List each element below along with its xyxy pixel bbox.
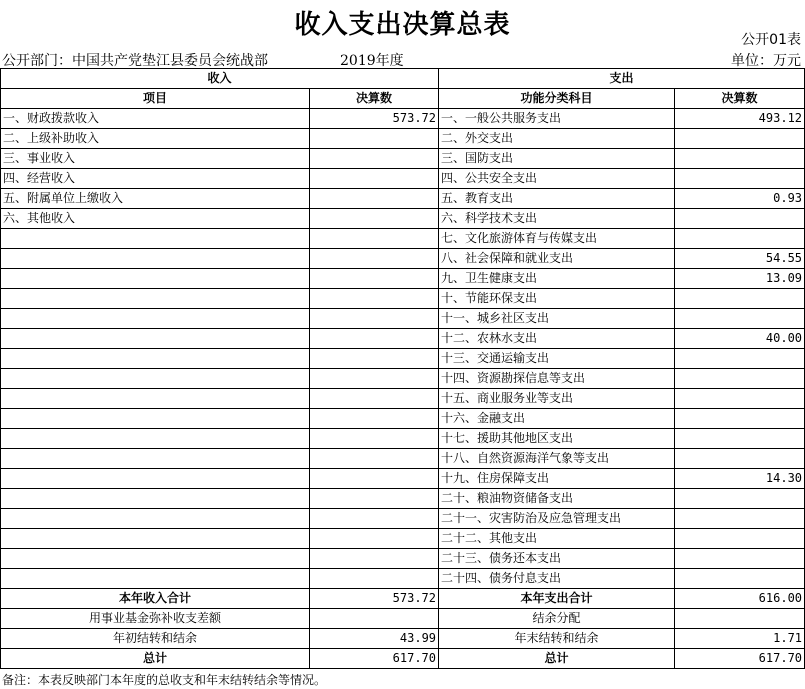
expense-amount [675,149,805,169]
income-item-label [1,429,310,449]
department-label: 公开部门：中国共产党垫江县委员会统战部 [2,53,268,69]
income-amount [310,329,439,349]
income-item-label [1,529,310,549]
expense-amount-column-header: 决算数 [675,89,805,109]
income-item-label [1,289,310,309]
income-item-label: 五、附属单位上缴收入 [1,189,310,209]
income-item-label [1,309,310,329]
table-row [1,249,805,269]
expense-item-label: 一、一般公共服务支出 [439,109,675,129]
expense-item-label: 九、卫生健康支出 [439,269,675,289]
income-item-label [1,569,310,589]
income-item-label: 二、上级补助收入 [1,129,310,149]
expense-amount [675,369,805,389]
expense-total-label: 本年支出合计 [439,589,675,609]
income-item-label [1,449,310,469]
table-row [1,169,805,189]
income-amount [310,529,439,549]
income-item-label [1,269,310,289]
expense-item-label: 二十三、债务还本支出 [439,549,675,569]
income-item-label [1,469,310,489]
table-row [1,329,805,349]
total-row [1,629,805,649]
table-row [1,129,805,149]
expense-amount: 13.09 [675,269,805,289]
income-amount [310,429,439,449]
expense-item-label: 十四、资源勘探信息等支出 [439,369,675,389]
expense-item-label: 二十一、灾害防治及应急管理支出 [439,509,675,529]
expense-total-amount: 617.70 [675,649,805,669]
section-header-row [1,69,805,89]
table-row [1,569,805,589]
expense-amount [675,409,805,429]
income-item-label [1,409,310,429]
expense-section-header: 支出 [439,69,805,89]
table-row [1,469,805,489]
income-amount [310,369,439,389]
income-amount [310,149,439,169]
expense-amount [675,309,805,329]
table-row [1,409,805,429]
expense-total-amount: 616.00 [675,589,805,609]
table-row [1,269,805,289]
income-amount [310,289,439,309]
expense-item-label: 十五、商业服务业等支出 [439,389,675,409]
budget-table [0,68,805,669]
expense-amount [675,549,805,569]
total-row [1,609,805,629]
income-item-label: 六、其他收入 [1,209,310,229]
income-amount [310,489,439,509]
expense-total-label: 年末结转和结余 [439,629,675,649]
expense-amount [675,529,805,549]
expense-item-label: 二十四、债务付息支出 [439,569,675,589]
expense-item-label: 十六、金融支出 [439,409,675,429]
footnote: 备注：本表反映部门本年度的总收支和年末结转结余等情况。 [2,673,327,687]
income-amount [310,309,439,329]
income-total-label: 总计 [1,649,310,669]
income-amount-column-header: 决算数 [310,89,439,109]
income-total-amount: 573.72 [310,589,439,609]
table-row [1,529,805,549]
expense-total-label: 结余分配 [439,609,675,629]
income-amount [310,229,439,249]
table-row [1,349,805,369]
income-amount [310,169,439,189]
table-row [1,429,805,449]
table-row [1,489,805,509]
income-item-label [1,229,310,249]
expense-item-label: 八、社会保障和就业支出 [439,249,675,269]
income-amount [310,549,439,569]
expense-amount [675,429,805,449]
item-column-header: 项目 [1,89,310,109]
income-amount [310,469,439,489]
income-item-label [1,489,310,509]
income-item-label: 三、事业收入 [1,149,310,169]
expense-item-label: 六、科学技术支出 [439,209,675,229]
expense-amount [675,389,805,409]
expense-amount [675,129,805,149]
income-amount [310,269,439,289]
income-amount [310,249,439,269]
income-item-label [1,389,310,409]
table-row [1,389,805,409]
expense-amount: 0.93 [675,189,805,209]
expense-total-amount [675,609,805,629]
income-total-label: 本年收入合计 [1,589,310,609]
unit-label: 单位：万元 [731,53,801,69]
expense-item-label: 十二、农林水支出 [439,329,675,349]
expense-item-label: 五、教育支出 [439,189,675,209]
expense-amount [675,509,805,529]
expense-total-label: 总计 [439,649,675,669]
expense-amount [675,569,805,589]
income-amount [310,509,439,529]
income-item-label [1,369,310,389]
table-row [1,149,805,169]
table-row [1,109,805,129]
income-amount [310,209,439,229]
expense-amount [675,229,805,249]
table-row [1,189,805,209]
income-item-label [1,329,310,349]
income-item-label [1,349,310,369]
expense-item-label: 十八、自然资源海洋气象等支出 [439,449,675,469]
income-section-header: 收入 [1,69,439,89]
income-item-label: 四、经营收入 [1,169,310,189]
page-title: 收入支出决算总表 [294,10,511,40]
expense-item-label: 三、国防支出 [439,149,675,169]
income-amount [310,389,439,409]
expense-item-label: 十、节能环保支出 [439,289,675,309]
expense-item-label: 二、外交支出 [439,129,675,149]
income-amount [310,349,439,369]
expense-item-label: 十九、住房保障支出 [439,469,675,489]
expense-amount [675,209,805,229]
table-row [1,549,805,569]
table-row [1,209,805,229]
table-row [1,229,805,249]
income-item-label [1,509,310,529]
expense-item-label: 十三、交通运输支出 [439,349,675,369]
expense-item-label: 二十、粮油物资储备支出 [439,489,675,509]
expense-total-amount: 1.71 [675,629,805,649]
income-amount [310,569,439,589]
income-total-amount: 43.99 [310,629,439,649]
expense-item-label: 十七、援助其他地区支出 [439,429,675,449]
income-total-label: 年初结转和结余 [1,629,310,649]
income-amount [310,189,439,209]
form-number: 公开01表 [741,32,801,48]
income-amount [310,449,439,469]
function-column-header: 功能分类科目 [439,89,675,109]
table-row [1,309,805,329]
expense-amount: 54.55 [675,249,805,269]
expense-item-label: 七、文化旅游体育与传媒支出 [439,229,675,249]
expense-amount [675,169,805,189]
table-row [1,509,805,529]
table-row [1,369,805,389]
expense-item-label: 四、公共安全支出 [439,169,675,189]
table-row [1,449,805,469]
income-item-label [1,549,310,569]
expense-item-label: 十一、城乡社区支出 [439,309,675,329]
column-header-row [1,89,805,109]
income-item-label [1,249,310,269]
expense-amount [675,489,805,509]
income-amount: 573.72 [310,109,439,129]
table-row [1,289,805,309]
expense-amount: 40.00 [675,329,805,349]
expense-amount: 493.12 [675,109,805,129]
expense-item-label: 二十二、其他支出 [439,529,675,549]
income-total-label: 用事业基金弥补收支差额 [1,609,310,629]
expense-amount: 14.30 [675,469,805,489]
income-total-amount: 617.70 [310,649,439,669]
expense-amount [675,349,805,369]
income-item-label: 一、财政拨款收入 [1,109,310,129]
income-amount [310,129,439,149]
income-amount [310,409,439,429]
expense-amount [675,449,805,469]
expense-amount [675,289,805,309]
income-total-amount [310,609,439,629]
fiscal-year: 2019年度 [340,53,404,69]
total-row [1,589,805,609]
total-row [1,649,805,669]
